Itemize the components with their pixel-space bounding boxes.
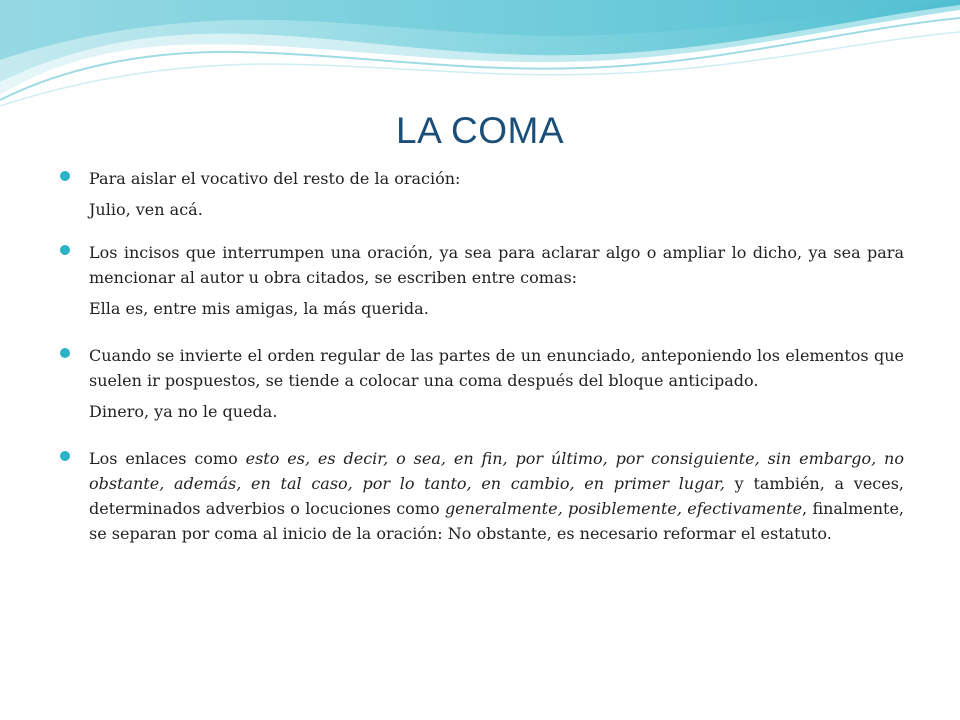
point-text: Cuando se invierte el orden regular de las partes de un enunciado, anteponiendo los elementos que suelen ir pospuestos, se tiende a colocar una coma después del bloque anticipado. [89, 346, 904, 390]
example-text: Ella es, entre mis amigas, la más querida. [89, 299, 429, 318]
bullet-dot-icon [60, 451, 70, 461]
bullet-dot-icon [60, 245, 70, 255]
list-item [58, 166, 904, 191]
point-text-mid: y también, a veces, determinados adverbios o locuciones como [89, 474, 905, 518]
example-text: Julio, ven acá. [89, 200, 203, 219]
bullet-dot-icon [60, 171, 70, 181]
example-text: Dinero, ya no le queda. [89, 402, 278, 421]
point-text: Los incisos que interrumpen una oración, ya sea para aclarar algo o ampliar lo dicho, ya sea para mencionar al autor u obra citados, se escriben entre comas: [89, 243, 904, 287]
point-text-start: Los enlaces como [89, 449, 246, 468]
list-item [58, 446, 904, 546]
slide-body [58, 166, 904, 546]
point-text: Para aislar el vocativo del resto de la oración: [89, 169, 461, 188]
header-wave-decoration [0, 0, 960, 110]
point-italic-terms: esto es, es decir, o sea, en fin, por último, por consiguiente, sin embargo, no obstante, además, en tal caso, por lo tanto, en cambio, en primer lugar, [89, 449, 904, 493]
list-item [58, 240, 904, 290]
page-title: LA COMA [396, 110, 564, 151]
list-item [58, 343, 904, 393]
point-italic-adverbs: generalmente, posiblemente, efectivamente [444, 499, 803, 518]
point-text-end: , finalmente, se separan por coma al inicio de la oración: No obstante, es necesario reformar el estatuto. [89, 499, 905, 543]
bullet-dot-icon [60, 348, 70, 358]
